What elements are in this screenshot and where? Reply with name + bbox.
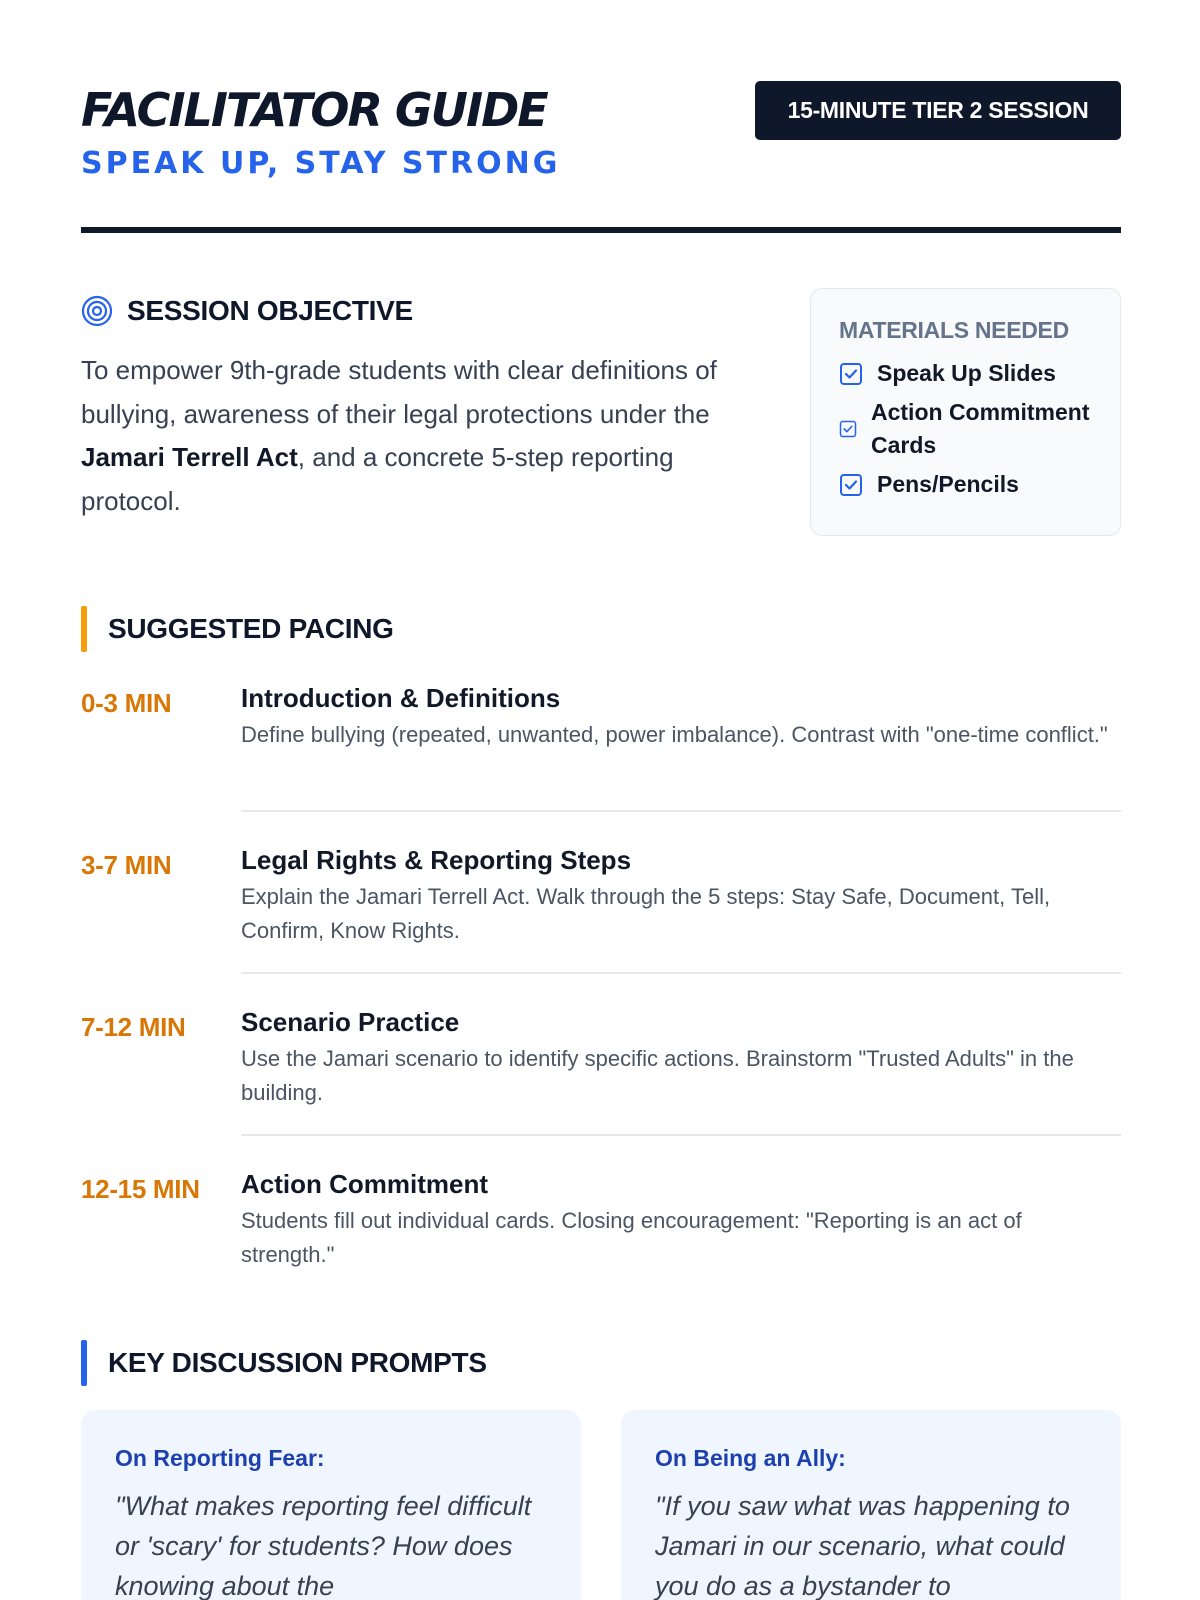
materials-title: MATERIALS NEEDED bbox=[839, 317, 1069, 343]
pacing-item-desc: Explain the Jamari Terrell Act. Walk through the 5 steps: Stay Safe, Document, Tell, Confirm, Know Rights. bbox=[241, 884, 1051, 943]
pacing-body bbox=[241, 682, 1121, 752]
prompt-cards bbox=[81, 1410, 1121, 1600]
session-objective bbox=[81, 290, 721, 523]
checkbox-checked-icon bbox=[839, 420, 857, 438]
pacing-time: 7-12 MIN bbox=[81, 1012, 186, 1042]
pacing-section-header bbox=[81, 606, 394, 652]
pacing-body bbox=[241, 1168, 1121, 1271]
checkbox-checked-icon bbox=[839, 473, 863, 497]
objective-text-act: Jamari Terrell Act bbox=[81, 442, 298, 472]
prompts-title: KEY DISCUSSION PROMPTS bbox=[108, 1347, 487, 1378]
objective-text bbox=[81, 349, 721, 523]
pacing-item bbox=[81, 1168, 1121, 1330]
target-icon bbox=[81, 295, 113, 327]
pacing-body bbox=[241, 1006, 1121, 1109]
page-subtitle: SPEAK UP, STAY STRONG bbox=[81, 146, 561, 181]
pacing-item bbox=[81, 844, 1121, 1006]
prompt-card-quote: "If you saw what was happening to Jamari in our scenario, what could you do as a bystander to bbox=[655, 1491, 1070, 1600]
objective-title: SESSION OBJECTIVE bbox=[127, 295, 413, 326]
checkbox-checked-icon bbox=[839, 362, 863, 386]
materials-item bbox=[839, 357, 1094, 390]
materials-item bbox=[839, 468, 1094, 501]
materials-item bbox=[839, 396, 1094, 462]
prompt-card bbox=[621, 1410, 1121, 1600]
prompt-card-quote: "What makes reporting feel difficult or 'scary' for students? How does knowing about the bbox=[115, 1491, 532, 1600]
objective-text-end: , and a concrete 5-step reporting protocol. bbox=[81, 442, 674, 516]
pacing-divider bbox=[241, 810, 1121, 812]
pacing-item-title: Legal Rights & Reporting Steps bbox=[241, 845, 632, 875]
pacing-item-desc: Use the Jamari scenario to identify specific actions. Brainstorm "Trusted Adults" in the building. bbox=[241, 1046, 1074, 1105]
pacing-item-title: Introduction & Definitions bbox=[241, 683, 561, 713]
pacing-list bbox=[81, 682, 1121, 1330]
prompt-card bbox=[81, 1410, 581, 1600]
pacing-time: 0-3 MIN bbox=[81, 688, 172, 718]
session-badge: 15-MINUTE TIER 2 SESSION bbox=[755, 81, 1121, 140]
pacing-item-desc: Students fill out individual cards. Closing encouragement: "Reporting is an act of strength." bbox=[241, 1208, 1022, 1267]
materials-item-label: Action Commitment Cards bbox=[871, 399, 1090, 458]
pacing-item bbox=[81, 682, 1121, 844]
pacing-time: 12-15 MIN bbox=[81, 1174, 200, 1204]
pacing-divider bbox=[241, 1134, 1121, 1136]
page-title: FACILITATOR GUIDE bbox=[81, 83, 547, 137]
prompt-card-title: On Reporting Fear: bbox=[115, 1445, 325, 1471]
pacing-accent-bar bbox=[81, 606, 87, 652]
facilitator-guide-page bbox=[81, 0, 1121, 1600]
objective-header bbox=[81, 290, 721, 332]
materials-list bbox=[839, 357, 1094, 501]
materials-item-label: Speak Up Slides bbox=[877, 360, 1056, 386]
pacing-body bbox=[241, 844, 1121, 947]
materials-box bbox=[810, 288, 1121, 536]
pacing-time: 3-7 MIN bbox=[81, 850, 172, 880]
header bbox=[81, 80, 1121, 232]
prompts-accent-bar bbox=[81, 1340, 87, 1386]
objective-text-start: To empower 9th-grade students with clear definitions of bullying, awareness of their legal protections under the bbox=[81, 355, 717, 429]
prompts-section-header bbox=[81, 1340, 487, 1386]
pacing-item-title: Action Commitment bbox=[241, 1169, 488, 1199]
prompt-card-title: On Being an Ally: bbox=[655, 1445, 846, 1471]
pacing-item-title: Scenario Practice bbox=[241, 1007, 460, 1037]
pacing-divider bbox=[241, 972, 1121, 974]
pacing-title: SUGGESTED PACING bbox=[108, 613, 394, 644]
materials-item-label: Pens/Pencils bbox=[877, 471, 1019, 497]
pacing-item bbox=[81, 1006, 1121, 1168]
pacing-item-desc: Define bullying (repeated, unwanted, power imbalance). Contrast with "one-time conflict." bbox=[241, 722, 1108, 747]
header-divider bbox=[81, 227, 1121, 233]
